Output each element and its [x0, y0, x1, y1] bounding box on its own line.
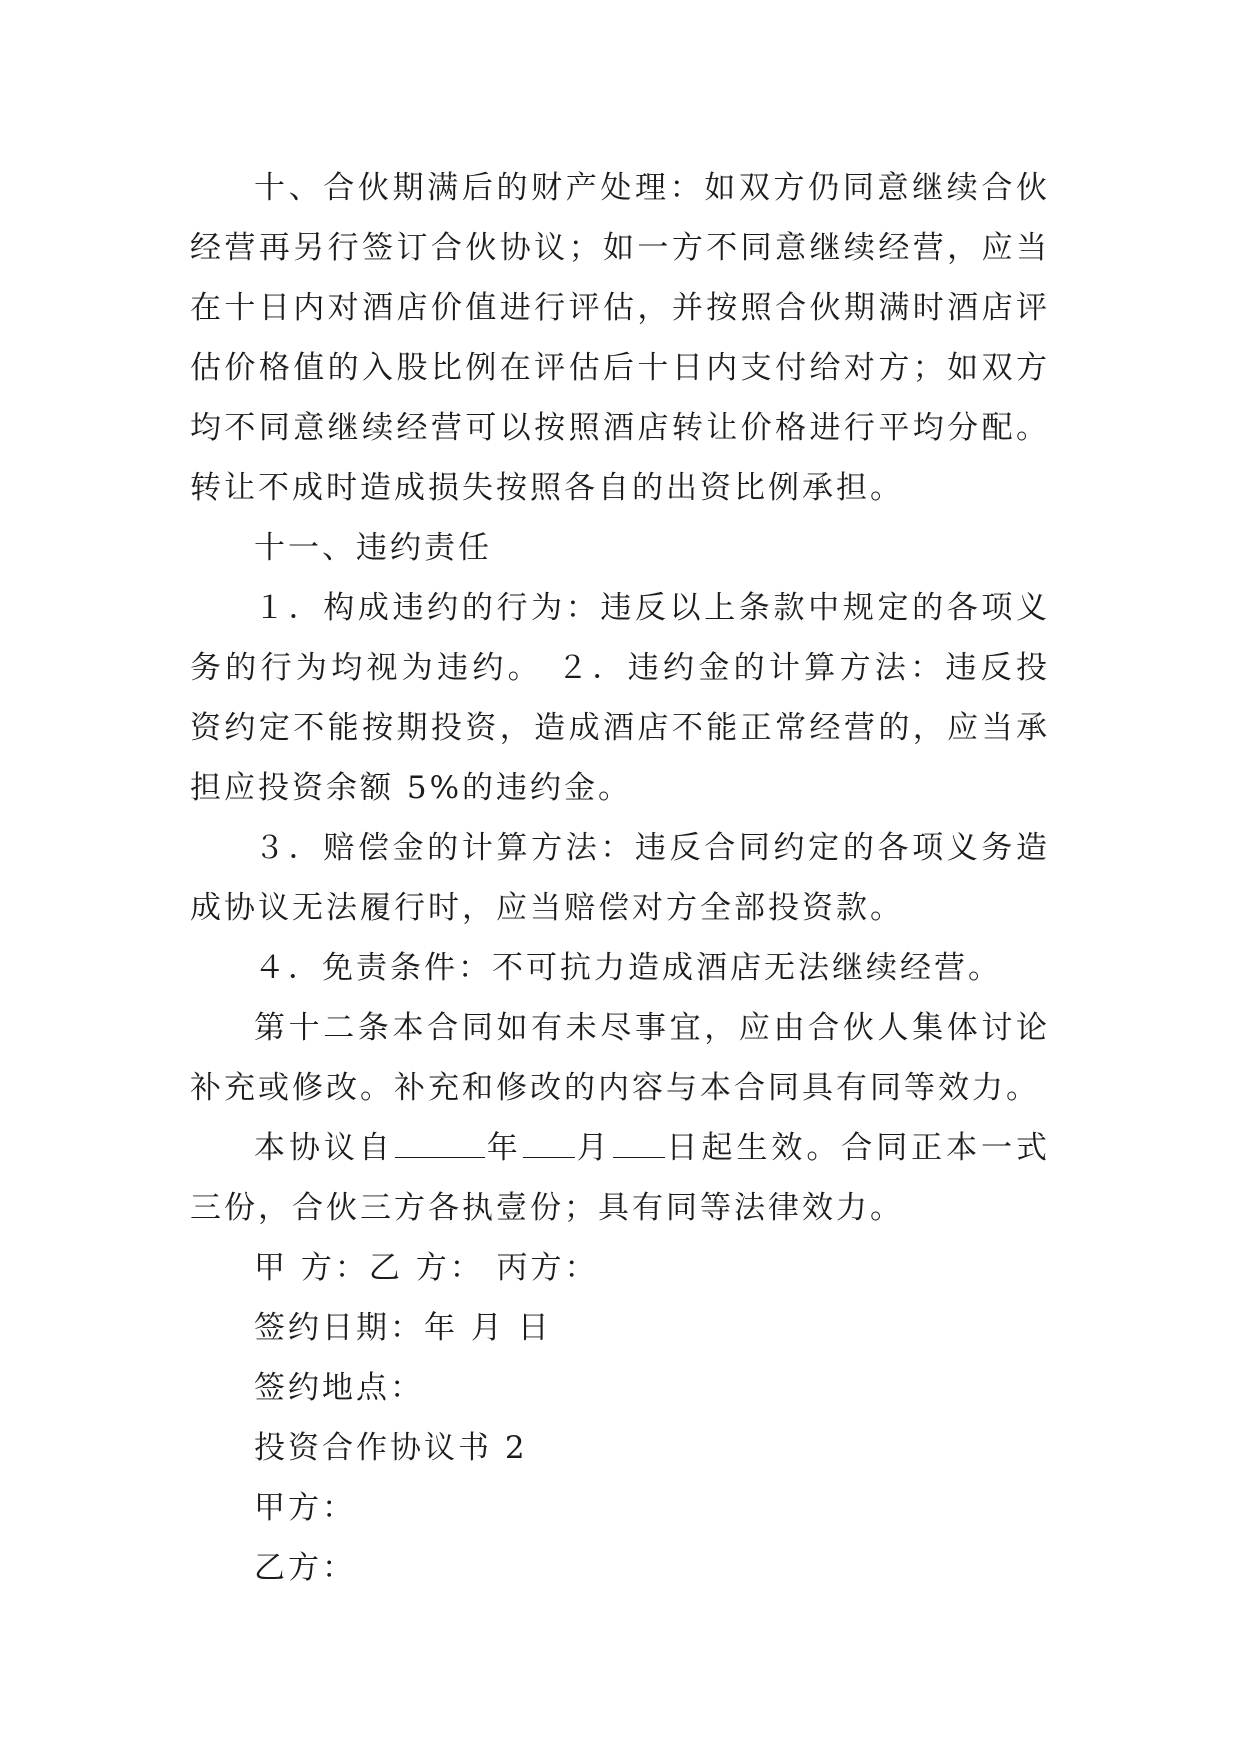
next-agreement-title: 投资合作协议书 2 [254, 1430, 528, 1466]
clause-11-item-1-2: １．构成违约的行为：违反以上条款中规定的各项义务的行为均视为违约。 ２．违约金的计算方法：违反投资约定不能按期投资，造成酒店不能正常经营的，应当承担应投资余额 5%的违约金。 [190, 590, 1050, 806]
effective-year-label: 年 [485, 1130, 522, 1166]
year-blank [395, 1127, 485, 1158]
clause-11-heading: 十一、违约责任 [254, 530, 492, 566]
party-a-line: 甲方： [254, 1490, 356, 1526]
sign-place-line: 签约地点： [254, 1370, 424, 1406]
sign-date-line: 签约日期：年 月 日 [254, 1310, 552, 1346]
clause-11-item-3: ３．赔偿金的计算方法：违反合同约定的各项义务造成协议无法履行时，应当赔偿对方全部投资款。 [190, 830, 1050, 926]
effective-prefix: 本协议自 [254, 1130, 394, 1166]
clause-10-property-handling: 十、合伙期满后的财产处理：如双方仍同意继续合伙经营再另行签订合伙协议；如一方不同意继续经营，应当在十日内对酒店价值进行评估，并按照合伙期满时酒店评估价格值的入股比例在评估后十日内支付给对方；如双方均不同意继续经营可以按照酒店转让价格进行平均分配。转让不成时造成损失按照各自的出资比例承担。 [190, 170, 1050, 506]
effective-date-paragraph [190, 1118, 1050, 1238]
party-b-line: 乙方： [254, 1550, 356, 1586]
clause-11-item-4: ４．免责条件：不可抗力造成酒店无法继续经营。 [254, 950, 1002, 986]
month-blank [523, 1127, 575, 1158]
clause-12: 第十二条本合同如有未尽事宜，应由合伙人集体讨论补充或修改。补充和修改的内容与本合同具有同等效力。 [190, 1010, 1050, 1106]
document-body [190, 158, 1050, 1598]
effective-suffix: 日起生效。合同正本一式三份，合伙三方各执壹份；具有同等法律效力。 [190, 1130, 1051, 1226]
parties-signature-line: 甲 方：乙 方： 丙方： [254, 1250, 599, 1286]
effective-month-label: 月 [575, 1130, 612, 1166]
day-blank [613, 1127, 665, 1158]
